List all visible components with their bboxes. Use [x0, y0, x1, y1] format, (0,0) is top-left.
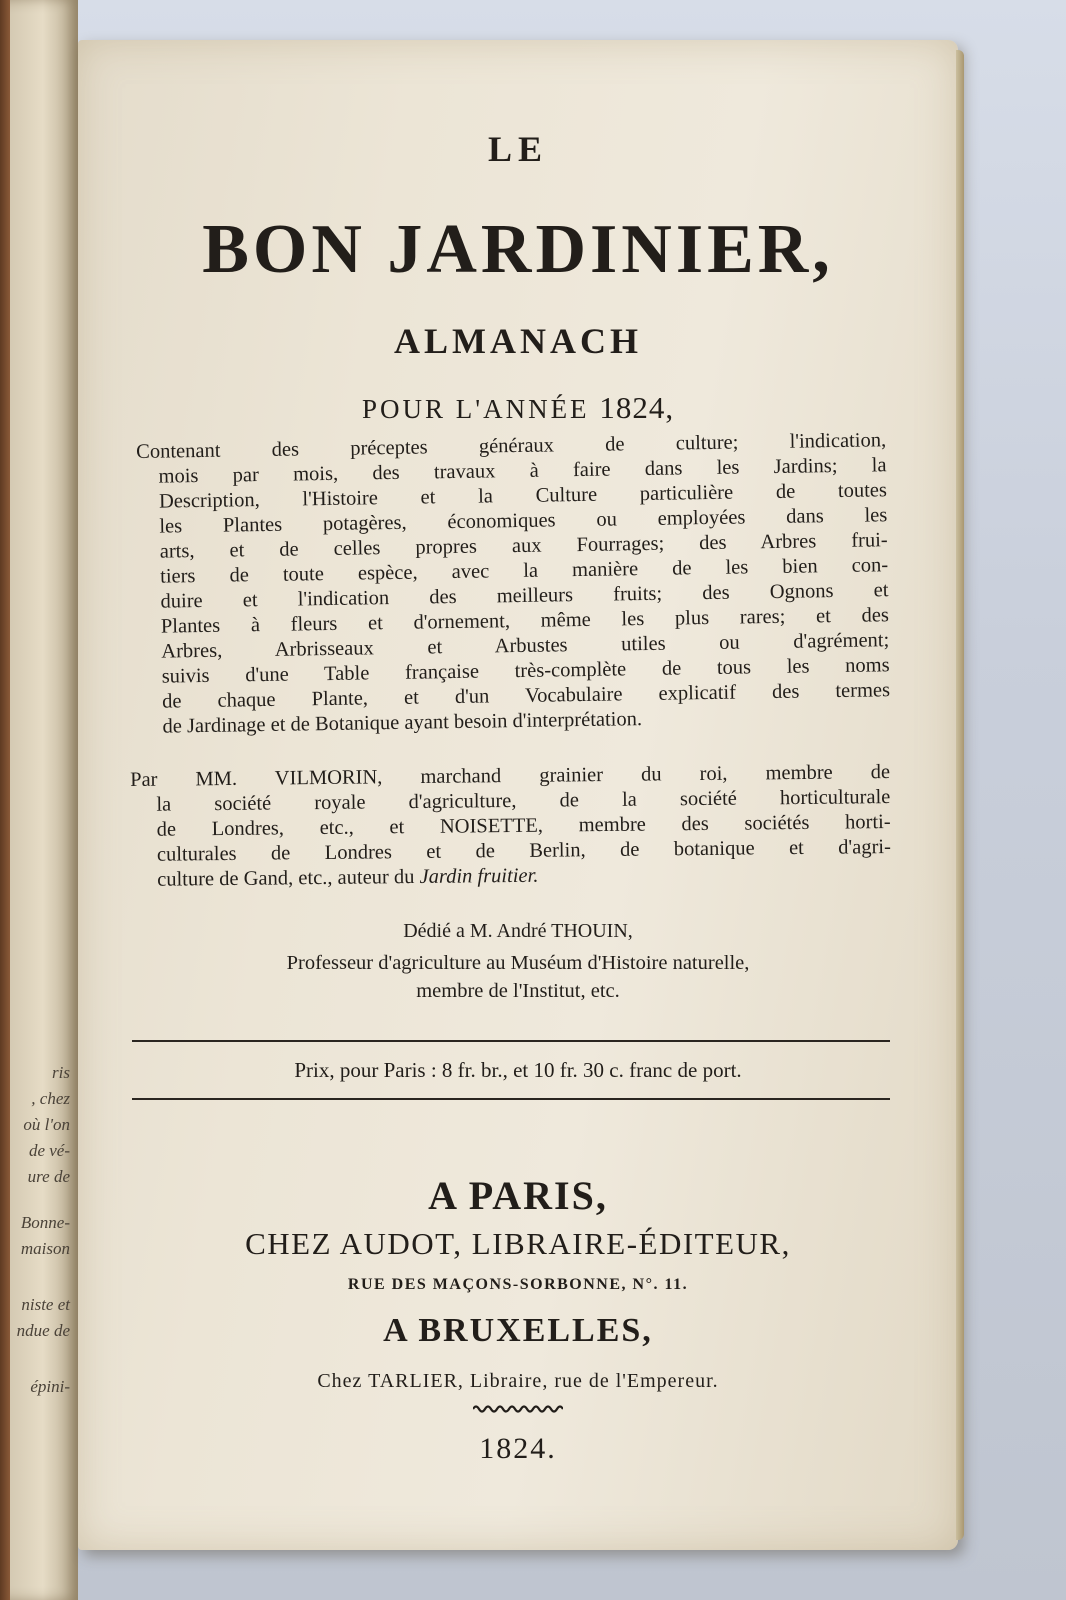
- year-line-prefix: POUR L'ANNÉE: [361, 394, 590, 424]
- title-article: LE: [487, 129, 549, 169]
- author-line: la société royale d'agriculture, de la société horticulturale: [156, 786, 891, 816]
- left-fragment: niste et: [21, 1295, 70, 1314]
- bottom-rule: [132, 1098, 890, 1100]
- left-fragment: ris: [52, 1063, 70, 1082]
- title-page: [78, 40, 958, 1550]
- left-fragment: épini-: [30, 1377, 70, 1396]
- left-fragment: , chez: [31, 1089, 70, 1108]
- price-line: Prix, pour Paris : 8 fr. br., et 10 fr. 30 c. franc de port.: [294, 1058, 742, 1082]
- dedication-membership-line: membre de l'Institut, etc.: [416, 980, 620, 1002]
- description-line: de Jardinage et de Botanique ayant besoin d'interprétation.: [162, 708, 643, 738]
- left-fragment: où l'on: [23, 1115, 70, 1134]
- left-page-text-fragments: [0, 1060, 70, 1190]
- left-fragment: ndue de: [16, 1321, 70, 1340]
- ornamental-wavy-rule: [473, 1403, 563, 1415]
- author-line: culturales de Londres et de Berlin, de botanique et d'agri-: [156, 836, 891, 866]
- dedication-title-line: Professeur d'agriculture au Muséum d'Histoire naturelle,: [286, 952, 750, 974]
- left-page-text-fragments-2: [0, 1210, 70, 1262]
- book-title: BON JARDINIER,: [202, 211, 834, 288]
- imprint-publisher-audot: CHEZ AUDOT, LIBRAIRE-ÉDITEUR,: [245, 1226, 791, 1261]
- imprint-publisher-tarlier: Chez TARLIER, Libraire, rue de l'Empereur.: [317, 1370, 719, 1392]
- imprint-place-paris: A PARIS,: [428, 1173, 608, 1218]
- description-line: tiers de toute espèce, avec la manière de les bien con-: [159, 554, 889, 588]
- description-line: les Plantes potagères, économiques ou employées dans les: [159, 504, 888, 538]
- description-line: arts, et de celles propres aux Fourrages; des Arbres frui-: [159, 529, 888, 563]
- description-line: mois par mois, des travaux à faire dans les Jardins; la: [158, 454, 887, 488]
- imprint-year: 1824.: [479, 1432, 557, 1465]
- imprint-place-bruxelles: A BRUXELLES,: [383, 1312, 653, 1349]
- book-binding: [0, 0, 10, 1600]
- dedication-line: Dédié a M. André THOUIN,: [403, 920, 633, 942]
- left-page-text-fragments-3: [0, 1292, 70, 1344]
- description-line: suivis d'une Table française très-complète de tous les noms: [161, 654, 890, 688]
- left-page-text-fragments-4: [0, 1374, 70, 1400]
- left-fragment: Bonne-: [20, 1213, 70, 1232]
- left-fragment: ure de: [27, 1167, 70, 1186]
- description-line: Arbres, Arbrisseaux et Arbustes utiles ou d'agrément;: [161, 629, 890, 663]
- author-line: de Londres, etc., et NOISETTE, membre des sociétés horti-: [156, 811, 891, 841]
- description-block: [136, 428, 891, 740]
- author-line: Par MM. VILMORIN, marchand grainier du roi, membre de: [130, 761, 891, 791]
- description-line: de chaque Plante, et d'un Vocabulaire explicatif des termes: [161, 679, 891, 713]
- left-fragment: maison: [20, 1239, 70, 1258]
- year-line: [78, 390, 958, 426]
- description-line: Description, l'Histoire et la Culture particulière de toutes: [158, 479, 888, 513]
- left-page: [0, 0, 78, 1600]
- description-line: Plantes à fleurs et d'ornement, même les plus rares; et des: [160, 604, 890, 638]
- book-subtitle: ALMANACH: [394, 321, 642, 361]
- authors-block: [130, 760, 891, 893]
- year-line-year: 1824,: [599, 390, 675, 425]
- top-rule: [132, 1040, 890, 1042]
- jardin-fruitier-title: Jardin fruitier.: [419, 864, 539, 888]
- description-line: duire et l'indication des meilleurs fruits; des Ognons et: [160, 579, 889, 613]
- author-last-text: culture de Gand, etc., auteur du: [157, 865, 420, 891]
- imprint-address-paris: RUE DES MAÇONS-SORBONNE, N°. 11.: [347, 1276, 689, 1293]
- description-line: Contenant des préceptes généraux de culture; l'indication,: [136, 429, 887, 463]
- left-fragment: de vé-: [28, 1141, 70, 1160]
